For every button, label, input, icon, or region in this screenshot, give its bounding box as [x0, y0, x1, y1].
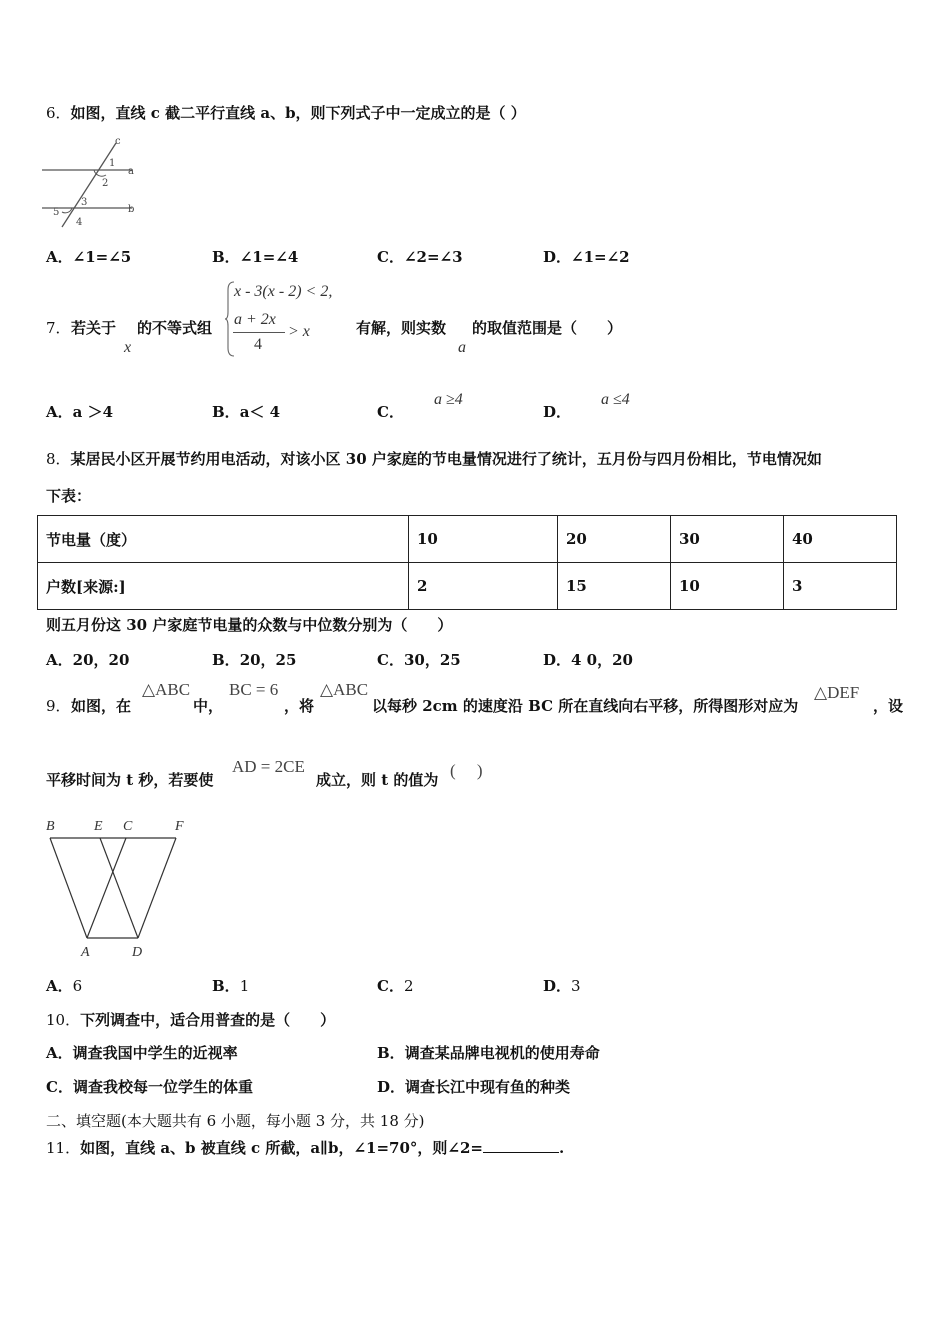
q7-var-a: a [458, 339, 466, 356]
q10-text: 下列调查中，适合用普查的是（ ） [80, 1011, 336, 1029]
table-row [38, 563, 897, 610]
q11-stem [46, 1137, 564, 1158]
q9-option-b[interactable]: B．1 [212, 977, 250, 995]
q9-option-a[interactable]: A．6 [46, 977, 83, 995]
table-cell: 10 [409, 516, 558, 563]
q9-option-c[interactable]: C．2 [377, 977, 414, 995]
q9-t5: ，设 [873, 697, 904, 715]
table-cell: 户数[来源:] [38, 563, 409, 610]
q11-tail: . [559, 1139, 565, 1157]
q9-t6: 平移时间为 t 秒，若要使 [46, 771, 214, 789]
q9-m3: △ABC [320, 680, 369, 699]
table-cell: 20 [558, 516, 671, 563]
q9-label-e: E [94, 819, 103, 834]
q9-t2: 中， [193, 697, 224, 715]
q8-table [37, 515, 897, 610]
q9-line-ac [87, 838, 126, 938]
q9-label-d: D [132, 945, 143, 960]
q8-question: 则五月份这 30 户家庭节电量的众数与中位数分别为（ ） [46, 616, 453, 634]
q9-label-b: B [46, 819, 55, 834]
q6-label-c: c [115, 136, 121, 147]
table-cell: 30 [671, 516, 784, 563]
q6-option-c[interactable]: C．∠2=∠3 [377, 248, 463, 266]
q7-system-line1: x - 3(x - 2) < 2, [234, 283, 333, 300]
q9-t1: 如图，在 [71, 697, 132, 715]
q6-number: 6． [46, 104, 71, 122]
q6-label-5: 5 [53, 207, 60, 218]
q7-var-x: x [124, 339, 132, 356]
table-row [38, 516, 897, 563]
q10-option-d[interactable]: D．调查长江中现有鱼的种类 [377, 1078, 571, 1096]
q9-t7: 成立，则 t 的值为 [316, 771, 439, 789]
q6-option-d[interactable]: D．∠1=∠2 [543, 248, 630, 266]
q9-m6: ( ) [450, 761, 483, 780]
q8-option-c[interactable]: C．30，25 [377, 651, 461, 669]
q11-number: 11． [46, 1139, 81, 1157]
table-cell: 40 [784, 516, 897, 563]
q9-m2: BC = 6 [229, 680, 279, 699]
table-cell: 10 [671, 563, 784, 610]
q9-t3: ，将 [284, 697, 315, 715]
q7-number: 7． [46, 319, 71, 337]
q9-m1: △ABC [142, 680, 191, 699]
q6-stem [46, 102, 526, 123]
q7-frac-num: a + 2x [234, 311, 276, 328]
q7-mid: 的不等式组 [137, 319, 213, 337]
q9-m4: △DEF [814, 683, 860, 702]
section-title: 二、填空题(本大题共有 6 小题，每小题 3 分，共 18 分) [46, 1112, 425, 1130]
q6-label-3: 3 [81, 197, 88, 208]
q8-option-d[interactable]: D．4 0，20 [543, 651, 633, 669]
q7-frac-rhs: > x [288, 323, 310, 340]
q6-label-2: 2 [102, 178, 109, 189]
table-cell: 15 [558, 563, 671, 610]
q7-frac-den: 4 [254, 336, 262, 353]
q6-label-b: b [128, 204, 135, 215]
q10-stem [46, 1009, 335, 1030]
q7-option-d[interactable]: D．a ≤4 [543, 391, 630, 421]
q6-option-b[interactable]: B．∠1=∠4 [212, 248, 299, 266]
q7-option-c[interactable]: C．a ≥4 [377, 391, 463, 421]
q7-option-b[interactable]: B．a＜ 4 [212, 403, 281, 421]
q9-line-ed [100, 838, 138, 938]
q10-number: 10． [46, 1011, 81, 1029]
q9-label-a: A [81, 945, 90, 960]
q9-m5: AD = 2CE [232, 757, 305, 776]
q6-angle-arc [62, 208, 72, 213]
q7-post2: 的取值范围是（ ） [472, 319, 623, 337]
q9-t4: 以每秒 2cm 的速度沿 BC 所在直线向右平移，所得图形对应为 [372, 697, 799, 715]
q8-stem [46, 448, 822, 469]
q6-text: 如图，直线 c 截二平行直线 a、b，则下列式子中一定成立的是（ ） [70, 104, 526, 122]
q6-option-a[interactable]: A．∠1=∠5 [46, 248, 132, 266]
table-cell: 2 [409, 563, 558, 610]
table-cell: 3 [784, 563, 897, 610]
q6-label-4: 4 [76, 217, 83, 228]
q10-option-b[interactable]: B．调查某品牌电视机的使用寿命 [377, 1044, 600, 1062]
q8-text-line1: 某居民小区开展节约用电活动，对该小区 30 户家庭的节电量情况进行了统计，五月份与四月份相比，节电情况如 [70, 450, 822, 468]
q7-post1: 有解，则实数 [356, 319, 447, 337]
q7-pre: 若关于 [71, 319, 117, 337]
q9-figure [42, 812, 202, 962]
q9-label-f: F [175, 819, 184, 834]
q10-option-a[interactable]: A．调查我国中学生的近视率 [46, 1044, 238, 1062]
q8-number: 8． [46, 450, 71, 468]
q6-label-a: a [128, 166, 134, 177]
q6-label-1: 1 [109, 158, 116, 169]
q9-label-c: C [123, 819, 133, 834]
q11-text: 如图，直线 a、b 被直线 c 所截，a∥b，∠1=70°，则∠2= [80, 1139, 483, 1157]
q7-frac-bar [233, 332, 285, 333]
q9-line-df [138, 838, 176, 938]
q9-option-d[interactable]: D．3 [543, 977, 581, 995]
q8-text-line2: 下表： [46, 487, 92, 505]
q7-option-a[interactable]: A．a ＞4 [46, 403, 114, 421]
q8-option-b[interactable]: B．20，25 [212, 651, 297, 669]
q8-option-a[interactable]: A．20，20 [46, 651, 130, 669]
q11-answer-blank[interactable] [483, 1138, 559, 1153]
q10-option-c[interactable]: C．调查我校每一位学生的体重 [46, 1078, 253, 1096]
q6-figure [42, 135, 142, 230]
q9-line-ba [50, 838, 87, 938]
q9-number: 9． [46, 697, 71, 715]
table-cell: 节电量（度） [38, 516, 409, 563]
